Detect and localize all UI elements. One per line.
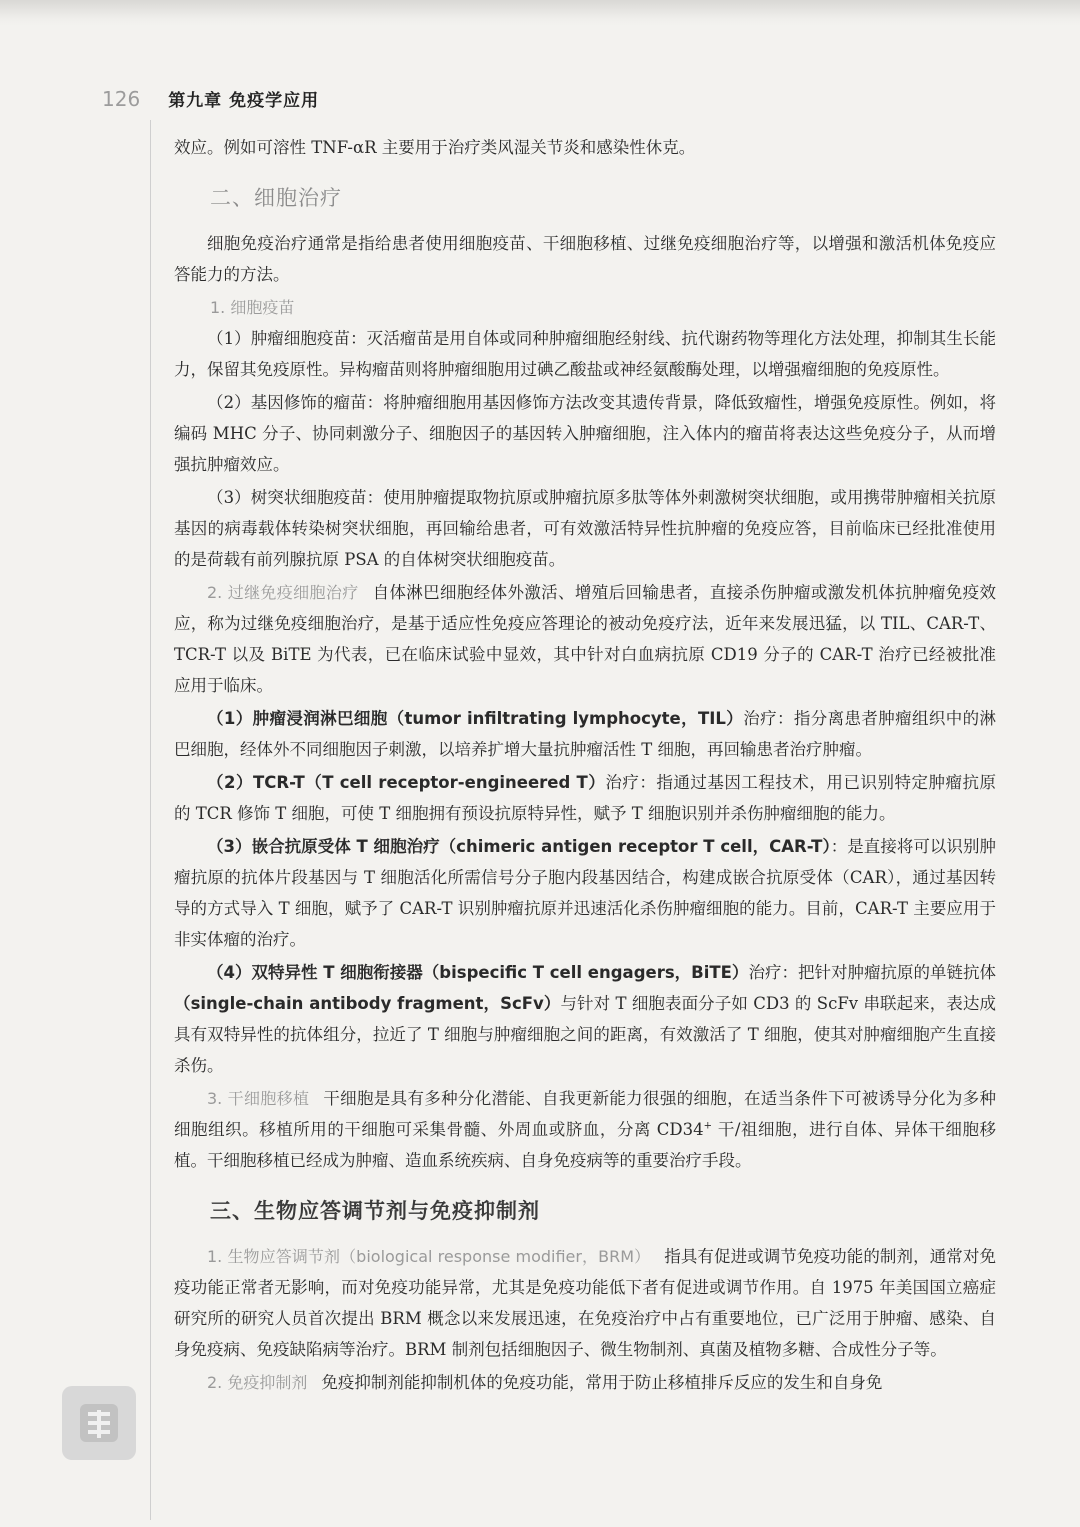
subsection-heading-brm: 1. 生物应答调节剂（biological response modifier，BRM） xyxy=(207,1247,651,1266)
paragraph-car-t xyxy=(174,831,996,955)
running-header xyxy=(102,86,319,116)
paragraph-tcr-t xyxy=(174,767,996,829)
brm-text: 指具有促进或调节免疫功能的制剂，通常对免疫功能正常者无影响，而对免疫功能异常，尤其是免疫功能低下者有促进或调节作用。自 1975 年美国国立癌症研究所的研究人员首次提出 BRM 概念以来发展迅速，在免疫治疗中占有重要地位，已广泛用于肿瘤、感染、自身免疫病、免疫缺陷病等治疗。BRM 制剂包括细胞因子、微生物制剂、真菌及植物多糖、合成性分子等。 xyxy=(174,1247,996,1359)
superscript-plus: + xyxy=(703,1120,713,1132)
chapter-title: 第九章 免疫学应用 xyxy=(168,91,320,111)
margin-rule xyxy=(150,120,151,1520)
tcr-t-text: 治疗：指通过基因工程技术，用已识别特定肿瘤抗原的 TCR 修饰 T 细胞，可使 T 细胞拥有预设抗原特异性，赋予 T 细胞识别并杀伤肿瘤细胞的能力。 xyxy=(174,773,996,823)
term-scfv: （single-chain antibody fragment，ScFv） xyxy=(174,994,561,1013)
paragraph-immunosuppressant xyxy=(174,1367,996,1398)
term-bite: （4）双特异性 T 细胞衔接器（bispecific T cell engagers，BiTE） xyxy=(207,963,749,982)
scan-top-edge xyxy=(0,0,1080,26)
term-til: （1）肿瘤浸润淋巴细胞（tumor infiltrating lymphocyte，TIL） xyxy=(207,709,744,728)
bite-text-a: 治疗：把针对肿瘤抗原的单链抗体 xyxy=(748,963,996,982)
bite-text-b: 与针对 T 细胞表面分子如 CD3 的 ScFv 串联起来，表达成具有双特异性的抗体组分，拉近了 T 细胞与肿瘤细胞之间的距离，有效激活了 T 细胞，使其对肿瘤细胞产生直接杀伤。 xyxy=(174,994,997,1075)
paragraph-til xyxy=(174,703,996,765)
section-heading-brm: 三、生物应答调节剂与免疫抑制剂 xyxy=(210,1199,540,1223)
book-logo-icon xyxy=(62,1386,136,1460)
paragraph-brm xyxy=(174,1241,996,1365)
subsection-heading-cell-vaccine: 1. 细胞疫苗 xyxy=(210,298,295,317)
term-tcr-t: （2）TCR-T（T cell receptor-engineered T） xyxy=(207,773,606,792)
paragraph-bite xyxy=(174,957,996,1081)
paragraph-stem-cell xyxy=(174,1083,996,1176)
paragraph-dc-vaccine: （3）树突状细胞疫苗：使用肿瘤提取物抗原或肿瘤抗原多肽等体外刺激树突状细胞，或用携带肿瘤相关抗原基因的病毒载体转染树突状细胞，再回输给患者，可有效激活特异性抗肿瘤的免疫应答，目前临床已经批准使用的是荷载有前列腺抗原 PSA 的自体树突状细胞疫苗。 xyxy=(174,488,996,569)
paragraph-continuation: 效应。例如可溶性 TNF-αR 主要用于治疗类风湿关节炎和感染性休克。 xyxy=(174,138,696,157)
stem-cell-text-a: 干细胞是具有多种分化潜能、自我更新能力很强的细胞，在适当条件下可被诱导分化为多种细胞组织。移植所用的干细胞可采集骨髓、外周血或脐血，分离 CD34 xyxy=(174,1089,997,1139)
paragraph-tumor-cell-vaccine: （1）肿瘤细胞疫苗：灭活瘤苗是用自体或同种肿瘤细胞经射线、抗代谢药物等理化方法处理，抑制其生长能力，保留其免疫原性。异构瘤苗则将肿瘤细胞用过碘乙酸盐或神经氨酸酶处理，以增强瘤细胞的免疫原性。 xyxy=(174,329,996,379)
paragraph-adoptive-therapy xyxy=(174,577,996,701)
book-logo-graphic xyxy=(74,1398,124,1448)
immunosuppressant-text: 免疫抑制剂能抑制机体的免疫功能，常用于防止移植排斥反应的发生和自身免 xyxy=(321,1373,883,1392)
page-number: 126 xyxy=(102,87,141,111)
paragraph-gene-modified-vaccine: （2）基因修饰的瘤苗：将肿瘤细胞用基因修饰方法改变其遗传背景，降低致瘤性，增强免疫原性。例如，将编码 MHC 分子、协同刺激分子、细胞因子的基因转入肿瘤细胞，注入体内的瘤苗将表达这些免疫分子，从而增强抗肿瘤效应。 xyxy=(174,393,996,474)
til-text: 治疗：指分离患者肿瘤组织中的淋巴细胞，经体外不同细胞因子刺激，以培养扩增大量抗肿瘤活性 T 细胞，再回输患者治疗肿瘤。 xyxy=(174,709,997,759)
subsection-heading-stem-cell: 3. 干细胞移植 xyxy=(207,1089,310,1108)
car-t-text: ：是直接将可以识别肿瘤抗原的抗体片段基因与 T 细胞活化所需信号分子胞内段基因结合，构建成嵌合抗原受体（CAR），通过基因转导的方式导入 T 细胞，赋予了 CAR-T 识别肿瘤抗原并迅速活化杀伤肿瘤细胞的能力。目前，CAR-T 主要应用于非实体瘤的治疗。 xyxy=(174,837,996,949)
term-car-t: （3）嵌合抗原受体 T 细胞治疗（chimeric antigen receptor T cell，CAR-T） xyxy=(207,837,831,856)
section-heading-cell-therapy: 二、细胞治疗 xyxy=(210,186,342,210)
subsection-heading-immunosuppressant: 2. 免疫抑制剂 xyxy=(207,1373,308,1392)
adoptive-therapy-text: 自体淋巴细胞经体外激活、增殖后回输患者，直接杀伤肿瘤或激发机体抗肿瘤免疫效应，称为过继免疫细胞治疗，是基于适应性免疫应答理论的被动免疫疗法，近年来发展迅猛，以 TIL、CAR-T、TCR-T 以及 BiTE 为代表，已在临床试验中显效，其中针对白血病抗原 CD19 分子的 CAR-T 治疗已经被批准应用于临床。 xyxy=(174,583,997,695)
subsection-heading-adoptive: 2. 过继免疫细胞治疗 xyxy=(207,583,359,602)
paragraph-cell-therapy-intro: 细胞免疫治疗通常是指给患者使用细胞疫苗、干细胞移植、过继免疫细胞治疗等，以增强和激活机体免疫应答能力的方法。 xyxy=(174,234,996,284)
stem-cell-text-b: 干/祖细胞，进行自体、异体干细胞移植。干细胞移植已经成为肿瘤、造血系统疾病、自身免疫病等的重要治疗手段。 xyxy=(174,1120,996,1170)
page-body xyxy=(174,132,996,1400)
